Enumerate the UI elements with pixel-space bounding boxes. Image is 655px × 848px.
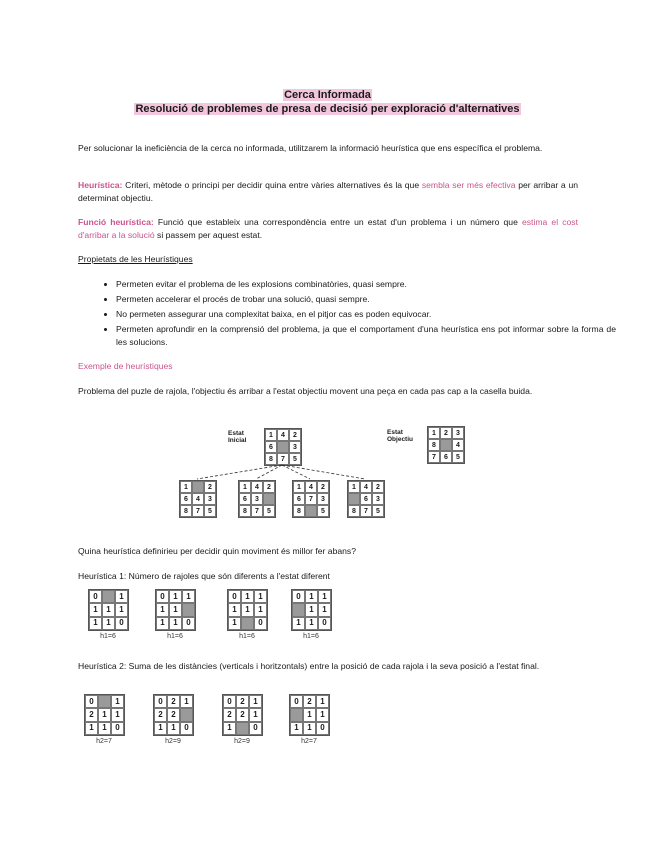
puzzle-tile: 5 xyxy=(317,505,329,517)
puzzle-tile: 7 xyxy=(428,451,440,463)
h1-value-label: h1=6 xyxy=(239,633,255,640)
puzzle-tile: 8 xyxy=(428,439,440,451)
puzzle-tile: 5 xyxy=(372,505,384,517)
puzzle-tile: 1 xyxy=(102,603,115,616)
puzzle-tile: 1 xyxy=(154,722,167,735)
puzzle-tile: 1 xyxy=(305,603,318,616)
puzzle-tile: 2 xyxy=(263,481,275,493)
puzzle-tile: 1 xyxy=(316,695,329,708)
empty-tile xyxy=(102,590,115,603)
puzzle-tile: 0 xyxy=(254,617,267,630)
tree-edge xyxy=(197,465,282,479)
empty-tile xyxy=(98,695,111,708)
page-title: Cerca Informada xyxy=(284,89,371,101)
puzzle-tile: 1 xyxy=(290,722,303,735)
puzzle-tile: 3 xyxy=(452,427,464,439)
puzzle-tile: 1 xyxy=(303,708,316,721)
puzzle-tile: 1 xyxy=(254,590,267,603)
puzzle-tile: 1 xyxy=(169,617,182,630)
h1-grid xyxy=(227,589,268,631)
puzzle-tile: 4 xyxy=(251,481,263,493)
puzzle-tile: 1 xyxy=(292,617,305,630)
empty-tile xyxy=(180,708,193,721)
h1-value-label: h1=6 xyxy=(303,633,319,640)
estat-objectiu-label: Estat Objectiu xyxy=(387,429,414,443)
puzzle-tile: 7 xyxy=(277,453,289,465)
puzzle-tile: 2 xyxy=(223,708,236,721)
h1-grid xyxy=(155,589,196,631)
puzzle-tile: 1 xyxy=(254,603,267,616)
puzzle-tile: 6 xyxy=(239,493,251,505)
successor-grid xyxy=(347,480,385,518)
puzzle-tile: 8 xyxy=(180,505,192,517)
puzzle-tile: 4 xyxy=(305,481,317,493)
h1-grid xyxy=(88,589,129,631)
funcio-heuristica-definition: Funció heurística: Funció que estableix una correspondència entre un estat d'un problema i un número que estima el cost d'arribar a la solució si passem per aquest estat. xyxy=(78,217,578,240)
puzzle-tile: 1 xyxy=(228,617,241,630)
puzzle-tile: 4 xyxy=(360,481,372,493)
puzzle-tile: 8 xyxy=(348,505,360,517)
h1-value-label: h1=6 xyxy=(100,633,116,640)
puzzle-tile: 1 xyxy=(180,481,192,493)
puzzle-tile: 0 xyxy=(223,695,236,708)
puzzle-tile: 0 xyxy=(111,722,124,735)
puzzle-tile: 0 xyxy=(156,590,169,603)
puzzle-tile: 1 xyxy=(305,617,318,630)
puzzle-tile: 0 xyxy=(89,590,102,603)
empty-tile xyxy=(290,708,303,721)
puzzle-tile: 2 xyxy=(204,481,216,493)
puzzle-tile: 2 xyxy=(167,695,180,708)
tree-edge xyxy=(282,465,310,479)
puzzle-tile: 2 xyxy=(440,427,452,439)
puzzle-tile: 1 xyxy=(98,722,111,735)
puzzle-tile: 1 xyxy=(115,590,128,603)
puzzle-tile: 6 xyxy=(293,493,305,505)
empty-tile xyxy=(305,505,317,517)
puzzle-tile: 1 xyxy=(249,708,262,721)
puzzle-tile: 1 xyxy=(111,708,124,721)
successor-grid xyxy=(238,480,276,518)
puzzle-tile: 1 xyxy=(305,590,318,603)
puzzle-tile: 2 xyxy=(372,481,384,493)
h2-value-label: h2=9 xyxy=(234,738,250,745)
puzzle-tile: 1 xyxy=(98,708,111,721)
puzzle-tile: 0 xyxy=(180,722,193,735)
puzzle-tile: 1 xyxy=(156,603,169,616)
h2-value-label: h2=7 xyxy=(301,738,317,745)
puzzle-tile: 6 xyxy=(180,493,192,505)
list-item: • Permeten accelerar el procés de trobar una solució, quasi sempre. xyxy=(116,293,616,306)
puzzle-tile: 6 xyxy=(265,441,277,453)
puzzle-tile: 3 xyxy=(317,493,329,505)
puzzle-tile: 1 xyxy=(89,603,102,616)
puzzle-tile: 0 xyxy=(182,617,195,630)
successor-grid xyxy=(179,480,217,518)
exemple-heading: Exemple de heurístiques xyxy=(78,361,173,371)
h1-value-label: h1=6 xyxy=(167,633,183,640)
puzzle-tile: 2 xyxy=(236,708,249,721)
puzzle-tile: 7 xyxy=(360,505,372,517)
puzzle-tile: 2 xyxy=(303,695,316,708)
list-item: • Permeten evitar el problema de les explosions combinatòries, quasi sempre. xyxy=(116,278,616,291)
puzzle-tile: 0 xyxy=(290,695,303,708)
puzzle-tile: 1 xyxy=(167,722,180,735)
exemple-paragraph: Problema del puzle de rajola, l'objectiu és arribar a l'estat objectiu movent una peça en cada pas cap a la casella buida. xyxy=(78,386,533,396)
puzzle-tile: 4 xyxy=(192,493,204,505)
puzzle-tile: 6 xyxy=(440,451,452,463)
puzzle-tile: 8 xyxy=(293,505,305,517)
tree-edge xyxy=(256,465,282,479)
puzzle-tile: 7 xyxy=(192,505,204,517)
puzzle-tile: 0 xyxy=(316,722,329,735)
puzzle-tile: 0 xyxy=(318,617,331,630)
page-subtitle: Resolució de problemes de presa de decisió per exploració d'alternatives xyxy=(135,103,520,115)
puzzle-tile: 5 xyxy=(452,451,464,463)
puzzle-tile: 1 xyxy=(239,481,251,493)
puzzle-tile: 1 xyxy=(249,695,262,708)
intro-paragraph: Per solucionar la ineficiència de la cerca no informada, utilitzarem la informació heurística que ens específica el problema. xyxy=(78,143,543,153)
puzzle-tile: 1 xyxy=(303,722,316,735)
puzzle-tile: 1 xyxy=(428,427,440,439)
h2-grid xyxy=(153,694,194,736)
puzzle-tile: 1 xyxy=(241,590,254,603)
puzzle-tile: 3 xyxy=(204,493,216,505)
puzzle-tile: 3 xyxy=(289,441,301,453)
puzzle-tile: 7 xyxy=(251,505,263,517)
h2-grid xyxy=(84,694,125,736)
puzzle-tile: 2 xyxy=(154,708,167,721)
puzzle-tile: 0 xyxy=(154,695,167,708)
puzzle-tile: 7 xyxy=(305,493,317,505)
puzzle-tile: 1 xyxy=(318,590,331,603)
empty-tile xyxy=(348,493,360,505)
puzzle-tile: 5 xyxy=(263,505,275,517)
puzzle-tile: 2 xyxy=(236,695,249,708)
list-item: • No permeten assegurar una complexitat baixa, en el pitjor cas es poden equivocar. xyxy=(116,308,616,321)
puzzle-tile: 1 xyxy=(265,429,277,441)
empty-tile xyxy=(292,603,305,616)
h2-value-label: h2=7 xyxy=(96,738,112,745)
puzzle-tile: 0 xyxy=(228,590,241,603)
puzzle-tile: 1 xyxy=(89,617,102,630)
h2-grid xyxy=(222,694,263,736)
puzzle-tile: 2 xyxy=(85,708,98,721)
puzzle-tile: 4 xyxy=(277,429,289,441)
puzzle-tile: 1 xyxy=(156,617,169,630)
empty-tile xyxy=(192,481,204,493)
tree-edge xyxy=(282,465,365,479)
puzzle-tile: 0 xyxy=(115,617,128,630)
puzzle-tile: 1 xyxy=(293,481,305,493)
h1-title: Heurística 1: Número de rajoles que són diferents a l'estat diferent xyxy=(78,571,330,581)
heuristica-definition: Heurística: Criteri, mètode o principi per decidir quina entre vàries alternatives és la que sembla ser més efectiva per arribar a un determinat objectiu. xyxy=(78,180,578,203)
puzzle-tile: 1 xyxy=(316,708,329,721)
propietats-heading: Propietats de les Heurístiques xyxy=(78,254,193,264)
puzzle-tile: 1 xyxy=(85,722,98,735)
puzzle-tile: 1 xyxy=(180,695,193,708)
h2-value-label: h2=9 xyxy=(165,738,181,745)
puzzle-tile: 0 xyxy=(85,695,98,708)
list-item: • Permeten aprofundir en la comprensió del problema, ja que el comportament d'una heurística ens pot informar sobre la forma de les solucions. xyxy=(116,323,616,349)
empty-tile xyxy=(241,617,254,630)
puzzle-tile: 1 xyxy=(318,603,331,616)
h2-title: Heurística 2: Suma de les distàncies (verticals i horitzontals) entre la posició de cada rajola i la seva posició a l'estat final. xyxy=(78,661,540,671)
puzzle-tile: 1 xyxy=(115,603,128,616)
puzzle-tile: 1 xyxy=(169,590,182,603)
puzzle-tile: 8 xyxy=(239,505,251,517)
puzzle-tile: 3 xyxy=(251,493,263,505)
puzzle-tile: 1 xyxy=(348,481,360,493)
empty-tile xyxy=(236,722,249,735)
question-paragraph: Quina heurística definirieu per decidir quin moviment és millor fer abans? xyxy=(78,546,357,556)
puzzle-tile: 2 xyxy=(289,429,301,441)
puzzle-tile: 1 xyxy=(228,603,241,616)
puzzle-tile: 1 xyxy=(182,590,195,603)
puzzle-tile: 8 xyxy=(265,453,277,465)
puzzle-tile: 4 xyxy=(452,439,464,451)
successor-grid xyxy=(292,480,330,518)
h2-grid xyxy=(289,694,330,736)
puzzle-tile: 3 xyxy=(372,493,384,505)
puzzle-tile: 5 xyxy=(289,453,301,465)
empty-tile xyxy=(182,603,195,616)
puzzle-tile: 1 xyxy=(111,695,124,708)
puzzle-tile: 5 xyxy=(204,505,216,517)
puzzle-tile: 2 xyxy=(317,481,329,493)
puzzle-tile: 2 xyxy=(167,708,180,721)
h1-grid xyxy=(291,589,332,631)
estat-inicial-label: Estat Inicial xyxy=(228,430,247,444)
puzzle-tile: 1 xyxy=(169,603,182,616)
puzzle-tile: 1 xyxy=(102,617,115,630)
puzzle-tile: 1 xyxy=(223,722,236,735)
puzzle-tile: 1 xyxy=(241,603,254,616)
puzzle-tile: 0 xyxy=(292,590,305,603)
puzzle-tile: 0 xyxy=(249,722,262,735)
puzzle-tile: 6 xyxy=(360,493,372,505)
empty-tile xyxy=(263,493,275,505)
